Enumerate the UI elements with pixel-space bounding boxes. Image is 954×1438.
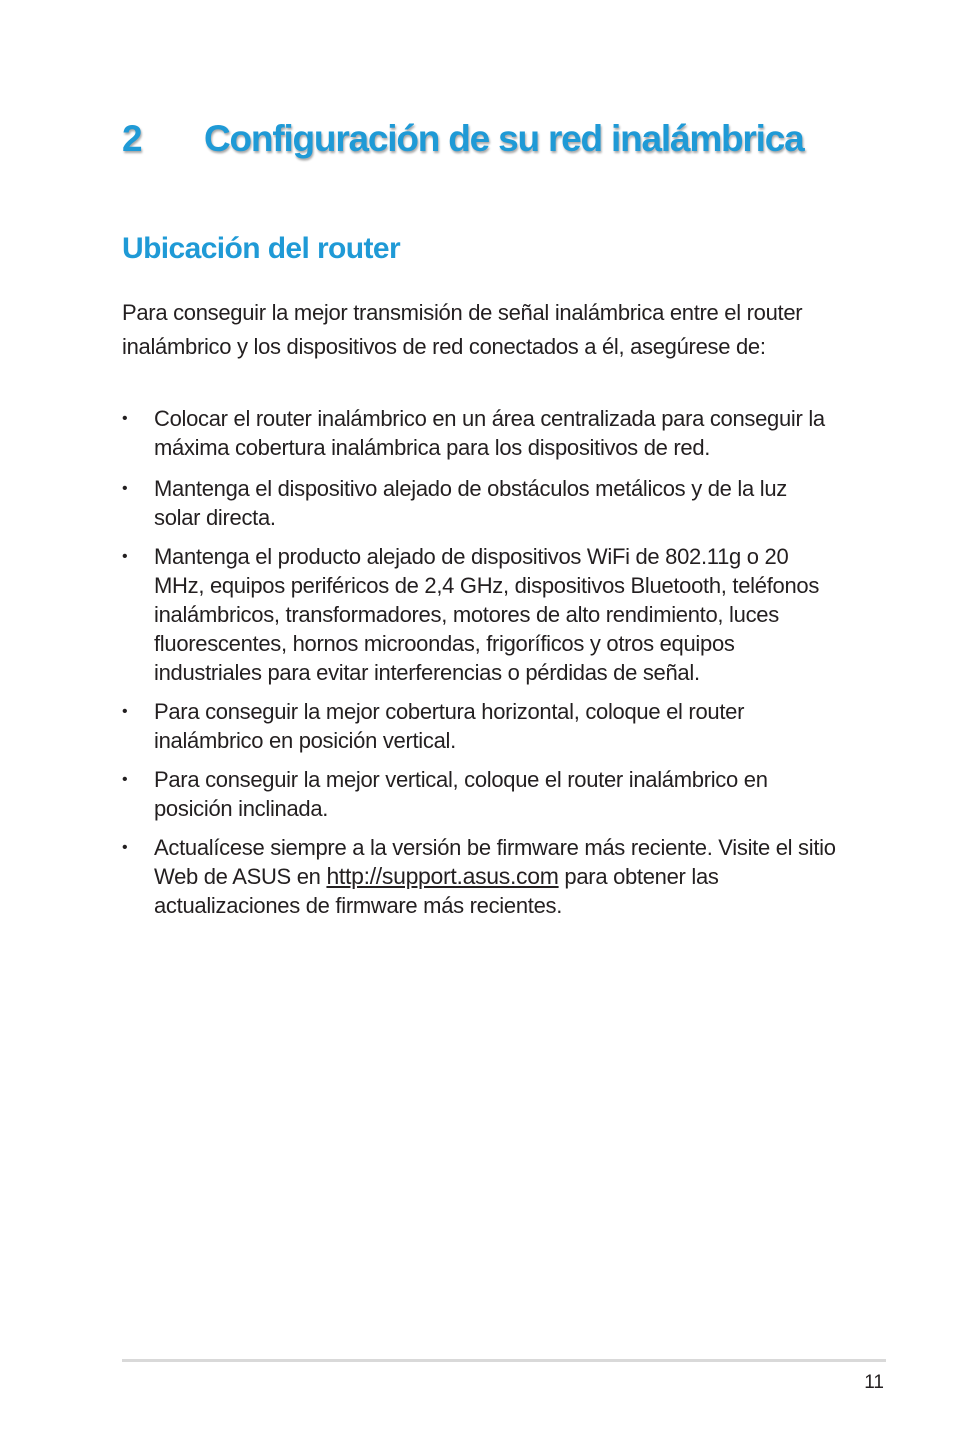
support-link[interactable]: http://support.asus.com (326, 863, 559, 889)
list-item-text: Mantenga el producto alejado de dispositivos WiFi de 802.11g o 20 MHz, equipos periféricos de 2,4 GHz, dispositivos Bluetooth, teléfonos inalámbricos, transformadores, motores de alto rendimiento, luces fluorescentes, hornos microondas, frigoríficos y otros equipos industriales para evitar interferencias o pérdidas de señal. (154, 544, 820, 685)
bullet-icon: • (122, 548, 128, 565)
bullet-icon: • (122, 771, 128, 788)
list-item-text: Mantenga el dispositivo alejado de obstáculos metálicos y de la luz solar directa. (154, 476, 787, 530)
page-number: 11 (864, 1372, 884, 1393)
list-item-text: Para conseguir la mejor cobertura horizontal, coloque el router inalámbrico en posición vertical. (154, 699, 745, 753)
footer-divider (122, 1359, 886, 1362)
bullet-list (122, 404, 837, 930)
list-item (122, 404, 837, 462)
bullet-icon: • (122, 839, 128, 856)
bullet-icon: • (122, 480, 128, 497)
chapter-heading (122, 118, 803, 160)
list-item-text: Colocar el router inalámbrico en un área centralizada para conseguir la máxima cobertura inalámbrica para los dispositivos de red. (154, 406, 825, 460)
bullet-icon: • (122, 703, 128, 720)
list-item (122, 542, 837, 687)
list-item (122, 474, 837, 532)
list-item-text: Para conseguir la mejor vertical, coloque el router inalámbrico en posición inclinada. (154, 767, 768, 821)
list-item-text-before-link: Actualícese siempre a la versión be firmware más reciente. Visite el sitio Web de ASUS en (154, 835, 836, 889)
intro-paragraph: Para conseguir la mejor transmisión de señal inalámbrica entre el router inalámbrico y los dispositivos de red conectados a él, asegúrese de: (122, 300, 803, 359)
list-item-text-after-link: para obtener las actualizaciones de firmware más recientes. (154, 864, 719, 918)
list-item (122, 697, 837, 755)
list-item (122, 765, 837, 823)
chapter-title: Configuración de su red inalámbrica (204, 118, 804, 159)
bullet-icon: • (122, 410, 128, 427)
section-heading: Ubicación del router (122, 232, 401, 265)
chapter-number: 2 (122, 118, 142, 159)
list-item (122, 833, 837, 920)
